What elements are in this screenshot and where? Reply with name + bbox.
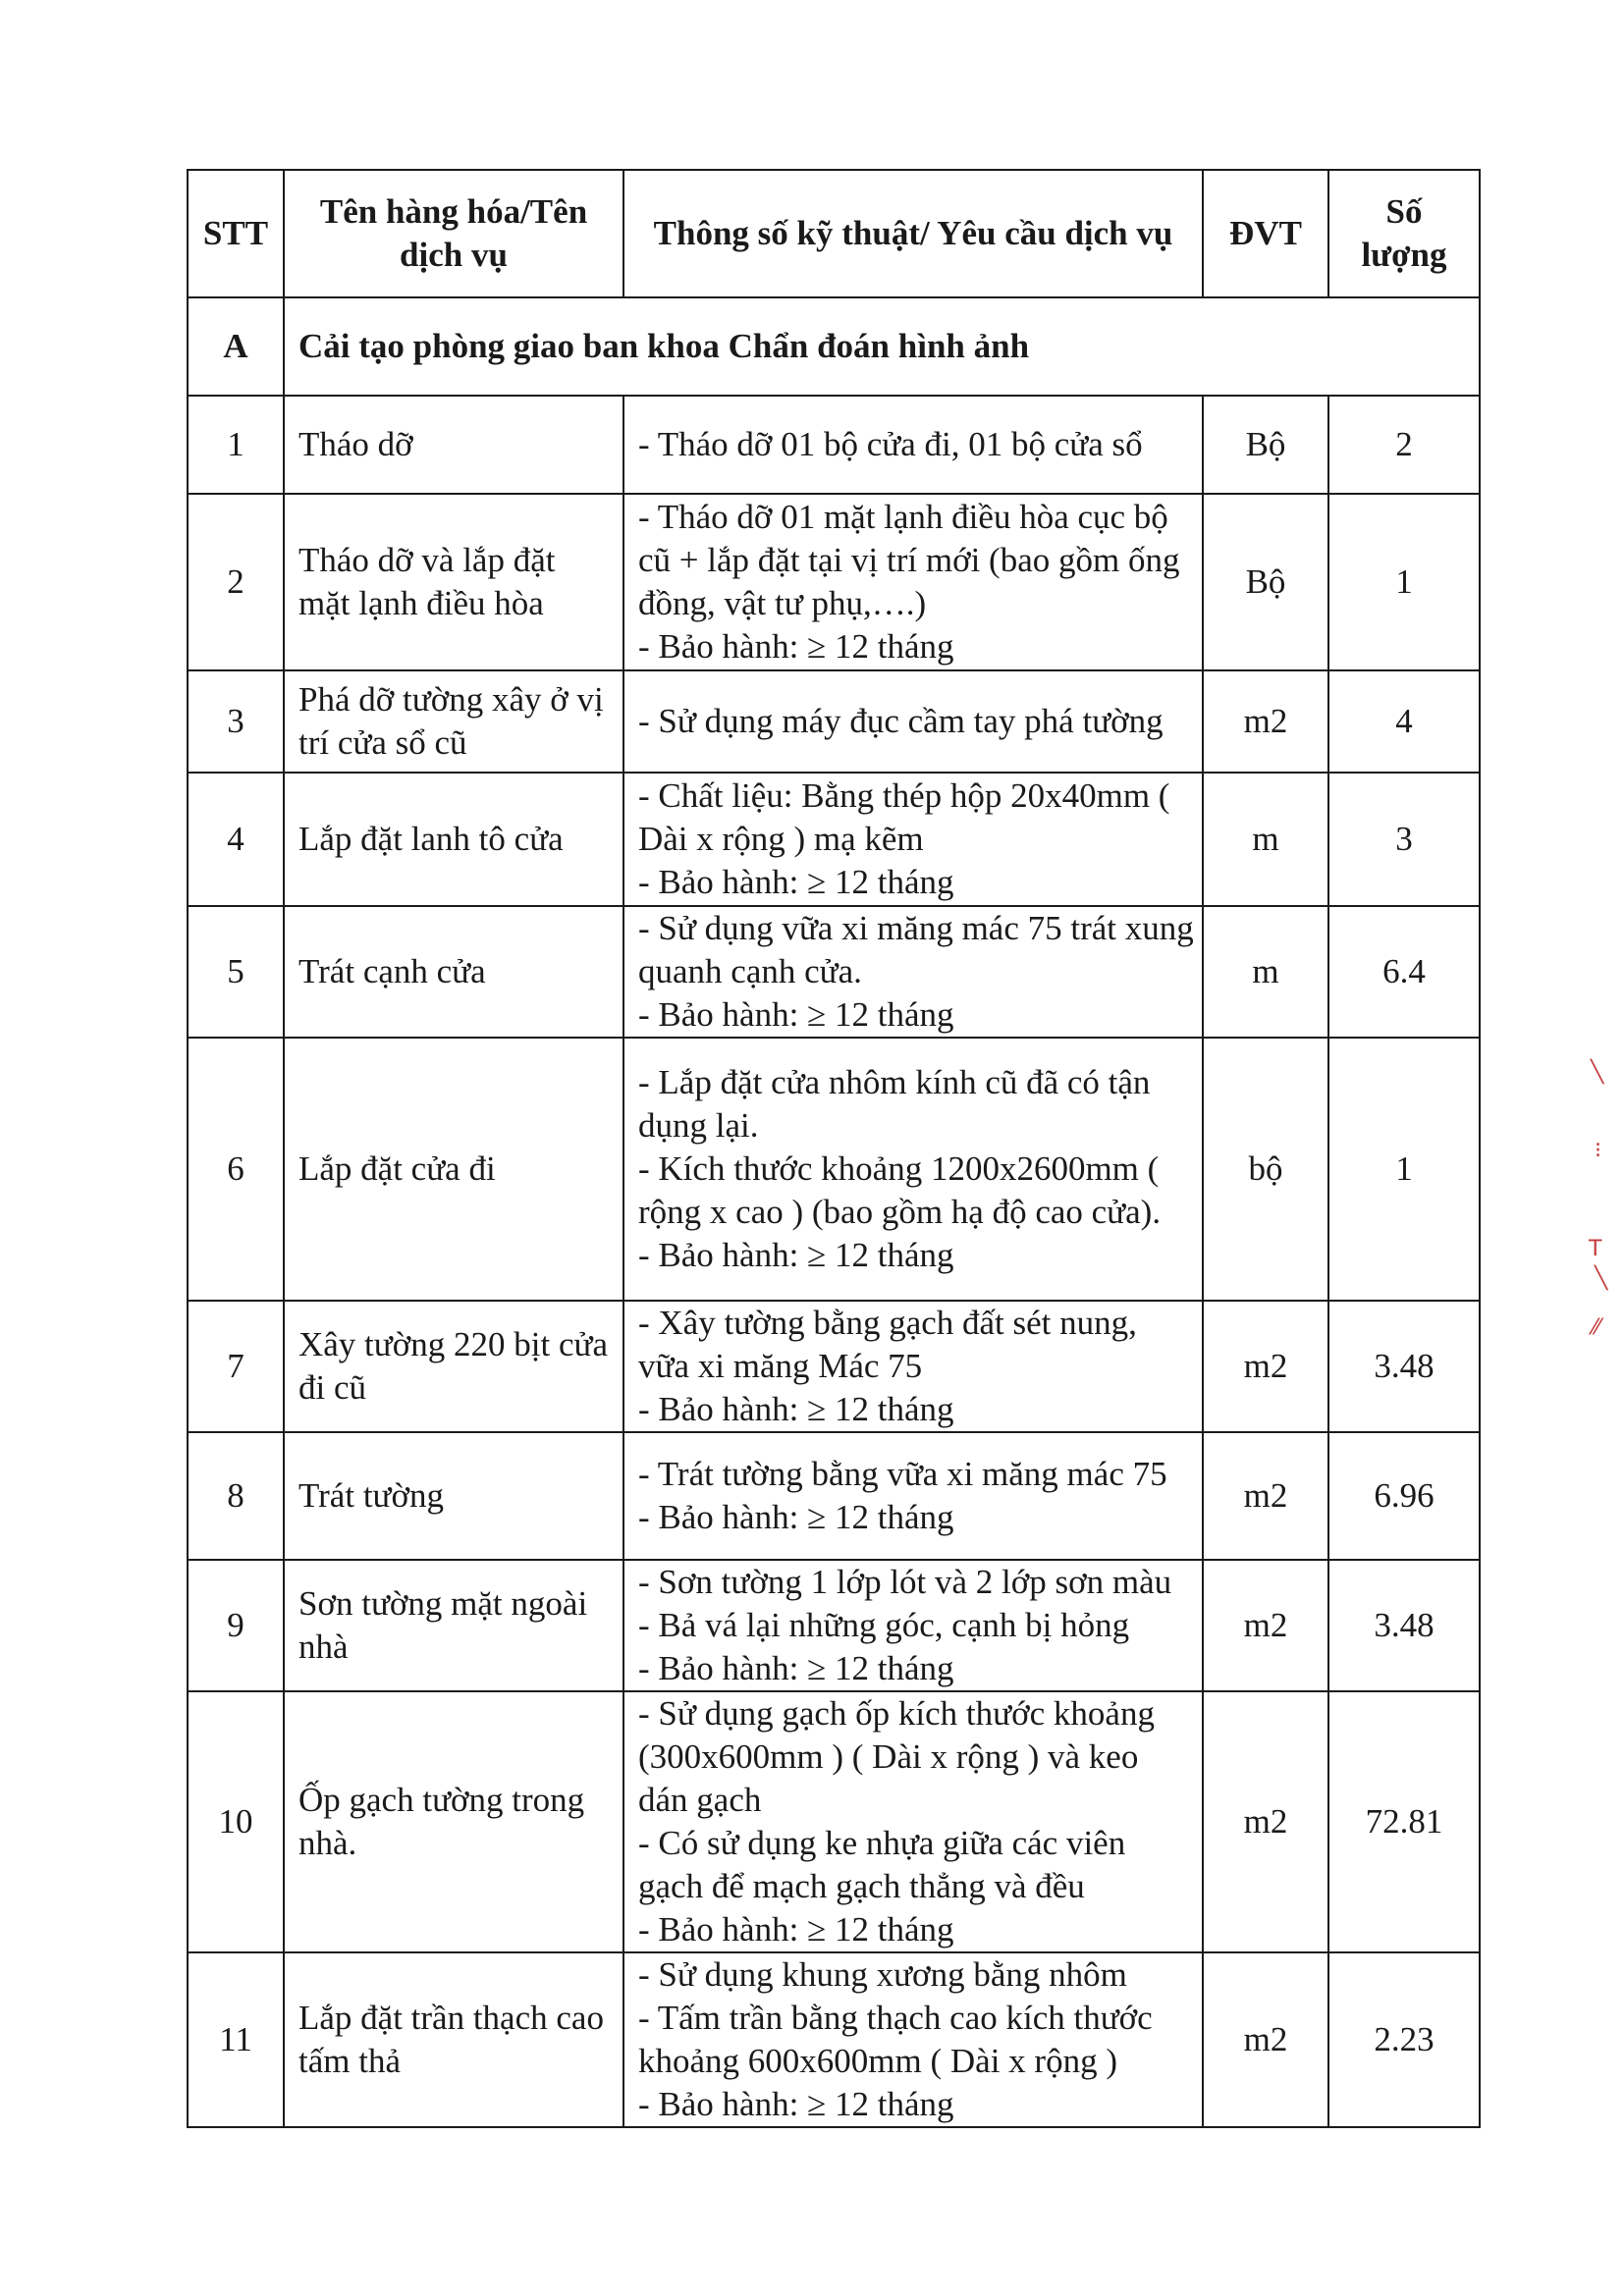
spec-line: - Tháo dỡ 01 mặt lạnh điều hòa cục bộ cũ + lắp đặt tại vị trí mới (bao gồm ống đồng, vật tư phụ,….) [638,498,1180,622]
spec-line: - Lắp đặt cửa nhôm kính cũ đã có tận dụng lại. [638,1063,1151,1145]
table-row [188,1691,1480,1952]
spec-line: - Bảo hành: ≥ 12 tháng [638,1910,954,1949]
row-name: Lắp đặt lanh tô cửa [284,773,623,906]
spec-line: - Sử dụng gạch ốp kích thước khoảng (300x600mm ) ( Dài x rộng ) và keo dán gạch [638,1694,1155,1819]
spec-line: - Bảo hành: ≥ 12 tháng [638,863,954,901]
row-stt: 3 [188,670,284,773]
row-stt: 10 [188,1691,284,1952]
row-qty: 3.48 [1328,1301,1480,1432]
table-row [188,906,1480,1038]
row-spec [623,1560,1203,1691]
spec-line: - Bảo hành: ≥ 12 tháng [638,1236,954,1274]
table-row [188,773,1480,906]
row-qty: 4 [1328,670,1480,773]
row-spec [623,494,1203,670]
row-name: Ốp gạch tường trong nhà. [284,1691,623,1952]
row-unit: bộ [1203,1038,1328,1301]
row-name: Lắp đặt cửa đi [284,1038,623,1301]
row-spec [623,1301,1203,1432]
row-name: Sơn tường mặt ngoài nhà [284,1560,623,1691]
row-unit: m [1203,773,1328,906]
row-qty: 3.48 [1328,1560,1480,1691]
spec-line: - Sơn tường 1 lớp lót và 2 lớp sơn màu [638,1563,1172,1601]
spec-line: - Sử dụng khung xương bằng nhôm [638,1955,1127,1994]
spec-line: - Tháo dỡ 01 bộ cửa đi, 01 bộ cửa sổ [638,425,1143,463]
spec-line: - Bảo hành: ≥ 12 tháng [638,995,954,1034]
table-row [188,1301,1480,1432]
row-name: Xây tường 220 bịt cửa đi cũ [284,1301,623,1432]
row-stt: 1 [188,396,284,494]
row-stt: 6 [188,1038,284,1301]
spec-line: - Bảo hành: ≥ 12 tháng [638,1649,954,1687]
row-name: Lắp đặt trần thạch cao tấm thả [284,1952,623,2127]
row-qty: 6.96 [1328,1432,1480,1560]
row-stt: 11 [188,1952,284,2127]
row-spec [623,1952,1203,2127]
spec-line: - Sử dụng vữa xi măng mác 75 trát xung quanh cạnh cửa. [638,909,1194,990]
row-stt: 5 [188,906,284,1038]
spec-line: - Chất liệu: Bằng thép hộp 20x40mm ( Dài x rộng ) mạ kẽm [638,776,1170,858]
row-name: Trát cạnh cửa [284,906,623,1038]
row-unit: m2 [1203,1560,1328,1691]
row-name: Phá dỡ tường xây ở vị trí cửa sổ cũ [284,670,623,773]
section-code: A [188,297,284,396]
row-stt: 4 [188,773,284,906]
table-row [188,670,1480,773]
table-row [188,1952,1480,2127]
margin-stamp-marks: ╲ ⁝ T ╲ ⁄⁄ [1589,1060,1608,1340]
row-spec [623,1691,1203,1952]
spec-line: - Sử dụng máy đục cầm tay phá tường [638,702,1164,740]
row-stt: 8 [188,1432,284,1560]
row-stt: 9 [188,1560,284,1691]
row-spec [623,906,1203,1038]
spec-line: - Bảo hành: ≥ 12 tháng [638,2085,954,2123]
row-unit: m2 [1203,670,1328,773]
row-qty: 2 [1328,396,1480,494]
row-spec [623,396,1203,494]
row-spec [623,773,1203,906]
row-spec [623,1432,1203,1560]
row-spec [623,1038,1203,1301]
row-unit: Bộ [1203,396,1328,494]
row-qty: 72.81 [1328,1691,1480,1952]
section-title: Cải tạo phòng giao ban khoa Chẩn đoán hình ảnh [284,297,1480,396]
row-unit: m2 [1203,1432,1328,1560]
row-name: Tháo dỡ và lắp đặt mặt lạnh điều hòa [284,494,623,670]
row-qty: 1 [1328,494,1480,670]
row-name: Trát tường [284,1432,623,1560]
header-unit: ĐVT [1203,170,1328,297]
table-row [188,1038,1480,1301]
spec-line: - Bả vá lại những góc, cạnh bị hỏng [638,1606,1130,1644]
section-row [188,297,1480,396]
spec-line: - Bảo hành: ≥ 12 tháng [638,1498,954,1536]
spec-line: - Tấm trần bằng thạch cao kích thước khoảng 600x600mm ( Dài x rộng ) [638,1999,1153,2080]
header-name: Tên hàng hóa/Tên dịch vụ [284,170,623,297]
spec-line: - Xây tường bằng gạch đất sét nung, vữa xi măng Mác 75 [638,1304,1137,1385]
header-spec: Thông số kỹ thuật/ Yêu cầu dịch vụ [623,170,1203,297]
row-qty: 2.23 [1328,1952,1480,2127]
spec-line: - Kích thước khoảng 1200x2600mm ( rộng x cao ) (bao gồm hạ độ cao cửa). [638,1149,1162,1231]
row-stt: 2 [188,494,284,670]
row-unit: Bộ [1203,494,1328,670]
table-row [188,396,1480,494]
row-unit: m2 [1203,1301,1328,1432]
row-unit: m [1203,906,1328,1038]
header-qty: Số lượng [1328,170,1480,297]
table-row [188,494,1480,670]
spec-line: - Trát tường bằng vữa xi măng mác 75 [638,1455,1167,1493]
spec-line: - Có sử dụng ke nhựa giữa các viên gạch để mạch gạch thẳng và đều [638,1824,1126,1905]
row-qty: 6.4 [1328,906,1480,1038]
table-row [188,1432,1480,1560]
spec-line: - Bảo hành: ≥ 12 tháng [638,627,954,666]
row-qty: 3 [1328,773,1480,906]
row-name: Tháo dỡ [284,396,623,494]
row-unit: m2 [1203,1691,1328,1952]
table-header-row [188,170,1480,297]
specification-table [187,169,1481,2128]
table-row [188,1560,1480,1691]
row-spec [623,670,1203,773]
spec-line: - Bảo hành: ≥ 12 tháng [638,1390,954,1428]
row-stt: 7 [188,1301,284,1432]
header-stt: STT [188,170,284,297]
row-unit: m2 [1203,1952,1328,2127]
row-qty: 1 [1328,1038,1480,1301]
